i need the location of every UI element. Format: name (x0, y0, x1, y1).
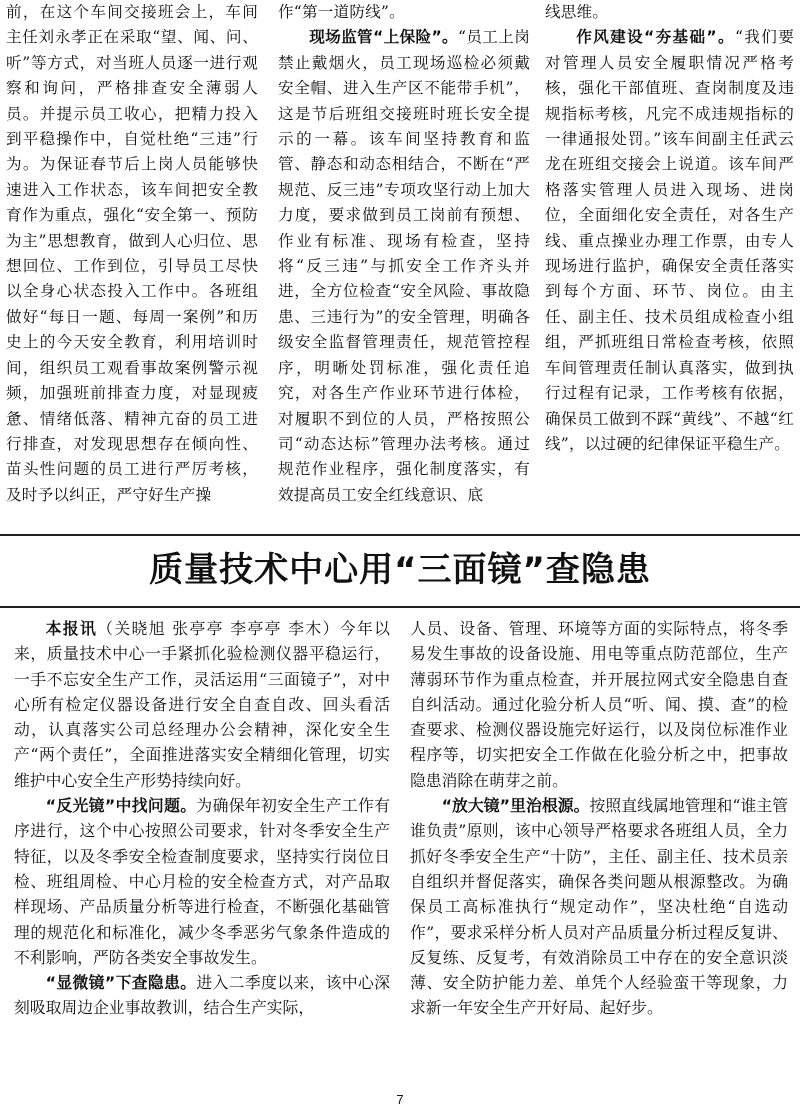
subheading: “反光镜”中找问题。 (45, 796, 197, 816)
article-column-1 (14, 616, 390, 1076)
top-column-3 (545, 0, 794, 530)
page-number: 7 (396, 1092, 404, 1107)
paragraph (545, 25, 794, 457)
paragraph: 人员、设备、管理、环境等方面的实际特点，将冬季易发生事故的设备设施、用电等重点防范部位，生产薄弱环节作为重点检查，并开展拉网式安全隐患自查自纠活动。通过化验分析人员“听、闻、摸、查”的检查要求、检测仪器设施完好运行，以及岗位标准作业程序等，切实把安全工作做在化验分析之中，把事故隐患消除在萌芽之前。 (410, 619, 788, 790)
paragraph-text: “员工上岗禁止戴烟火，员工现场巡检必须戴安全帽、进入生产区不能带手机”，这是节后班组交接班时班长安全提示的一幕。该车间坚持教育和监管、静态和动态相结合，不断在“严规范、反三违”专项攻坚行动上加大力度，要求做到员工岗前有预想、作业有标准、现场有检查，坚持将“反三违”与抓安全工作齐头并进，全方位检查“安全风险、事故隐患、三违行为”的安全管理，明确各级安全监督管理责任，规范管控程序，明晰处罚标准，强化责任追究，对各生产作业环节进行体检，对履职不到位的人员，严格按照公司“动态达标”管理办法考核。通过规范作业程序，强化制度落实，有效提高员工安全红线意识、底 (278, 28, 530, 504)
paragraph-text: 按照直线属地管理和“谁主管谁负责”原则，该中心领导严格要求各班组人员，全力抓好冬季安全生产“十防”，主任、副主任、技术员亲自组织并督促落实，确保各类问题从根源整改。为确保员工高标准执行“规定动作”，坚决杜绝“自选动作”，要求采样分析人员对产品质量分析过程反复讲、反复练、反复考，有效消除员工中存在的安全意识淡薄、安全防护能力差、单凭个人经验蛮干等现象，力求新一年安全生产开好局、起好步。 (410, 796, 788, 1018)
paragraph (278, 25, 530, 508)
top-column-1 (6, 0, 258, 530)
article-column-2 (410, 616, 788, 1076)
paragraph-text: （关晓旭 张亭亭 李亭亭 李木）今年以来，质量技术中心一手紧抓化验检测仪器平稳运行，一手不忘安全生产工作，灵活运用“三面镜子”，对中心所有检定仪器设备进行安全自查自改、回头看活动，认真落实公司总经理办公会精神，深化安全生产“两个责任”，全面推进落实安全精细化管理，切实维护中心安全生产形势持续向好。 (14, 619, 390, 790)
paragraph: 前，在这个车间交接班会上，车间主任刘永孝正在采取“望、闻、问、听”等方式，对当班人员逐一进行观察和询问，严格排查安全薄弱人员。并提示员工收心，把精力投入到平稳操作中，自觉杜绝“三违”行为。为保证春节后上岗人员能够快速进入工作状态，该车间把安全教育作为重点，强化“安全第一、预防为主”思想教育，做到人心归位、思想回位、工作到位，引导员工尽快以全身心状态投入工作中。各班组做好“每日一题、每周一案例”和历史上的今天安全教育，利用培训时间，组织员工观看事故案例警示视频，加强班前排查力度，对显现疲惫、情绪低落、精神亢奋的员工进行排查，对发现思想存在倾向性、苗头性问题的员工进行严厉考核，及时予以纠正，严守好生产操 (6, 3, 258, 504)
dateline: 本报讯 (45, 619, 98, 638)
subheading: “放大镜”里治根源。 (441, 796, 590, 816)
subheading: 作风建设“夯基础”。 (576, 28, 735, 47)
paragraph (14, 970, 390, 1021)
paragraph-text: “我们要对管理人员安全履职情况严格考核，强化干部值班、查岗制度及违规指标考核，凡完不成违规指标的一律通报处罚。”该车间副主任武云龙在班组交接会上说道。该车间严格落实管理人员进入现场、进岗位，全面细化安全责任，对各生产线、重点操业办理工作票，由专人现场进行监护，确保安全责任落实到每个方面、环节、岗位。由主任、副主任、技术员组成检查小组组，严抓班组日常检查考核，依照车间管理责任制认真落实，做到执行过程有记录，工作考核有依据，确保员工做到不踩“黄线”、不越“红线”，以过硬的纪律保证平稳生产。 (545, 28, 794, 453)
paragraph-text: 进入二季度以来，该中心深刻吸取周边企业事故教训，结合生产实际， (14, 973, 390, 1018)
paragraph (410, 793, 788, 1021)
article-headline: 质量技术中心用“三面镜”查隐患 (149, 550, 651, 590)
top-article-continuation (6, 0, 794, 530)
paragraph (14, 616, 390, 793)
article-body (10, 616, 790, 1076)
paragraph: 作“第一道防线”。 (278, 3, 405, 21)
divider (0, 606, 800, 608)
divider (0, 534, 800, 536)
subheading: “显微镜”下查隐患。 (45, 973, 197, 993)
paragraph (14, 793, 390, 970)
top-column-2 (278, 0, 530, 530)
paragraph-text: 为确保年初安全生产工作有序进行，这个中心按照公司要求，针对冬季安全生产特征，以及冬季安全检查制度要求，坚持实行岗位日检、班组周检、中心月检的安全检查方式，对产品取样现场、产品质量分析等进行检查，不断强化基础管理的规范化和标准化，减少冬季恶劣气象条件造成的不利影响，严防各类安全事故发生。 (14, 796, 390, 967)
paragraph: 线思维。 (545, 3, 609, 21)
subheading: 现场监管“上保险”。 (309, 28, 459, 47)
